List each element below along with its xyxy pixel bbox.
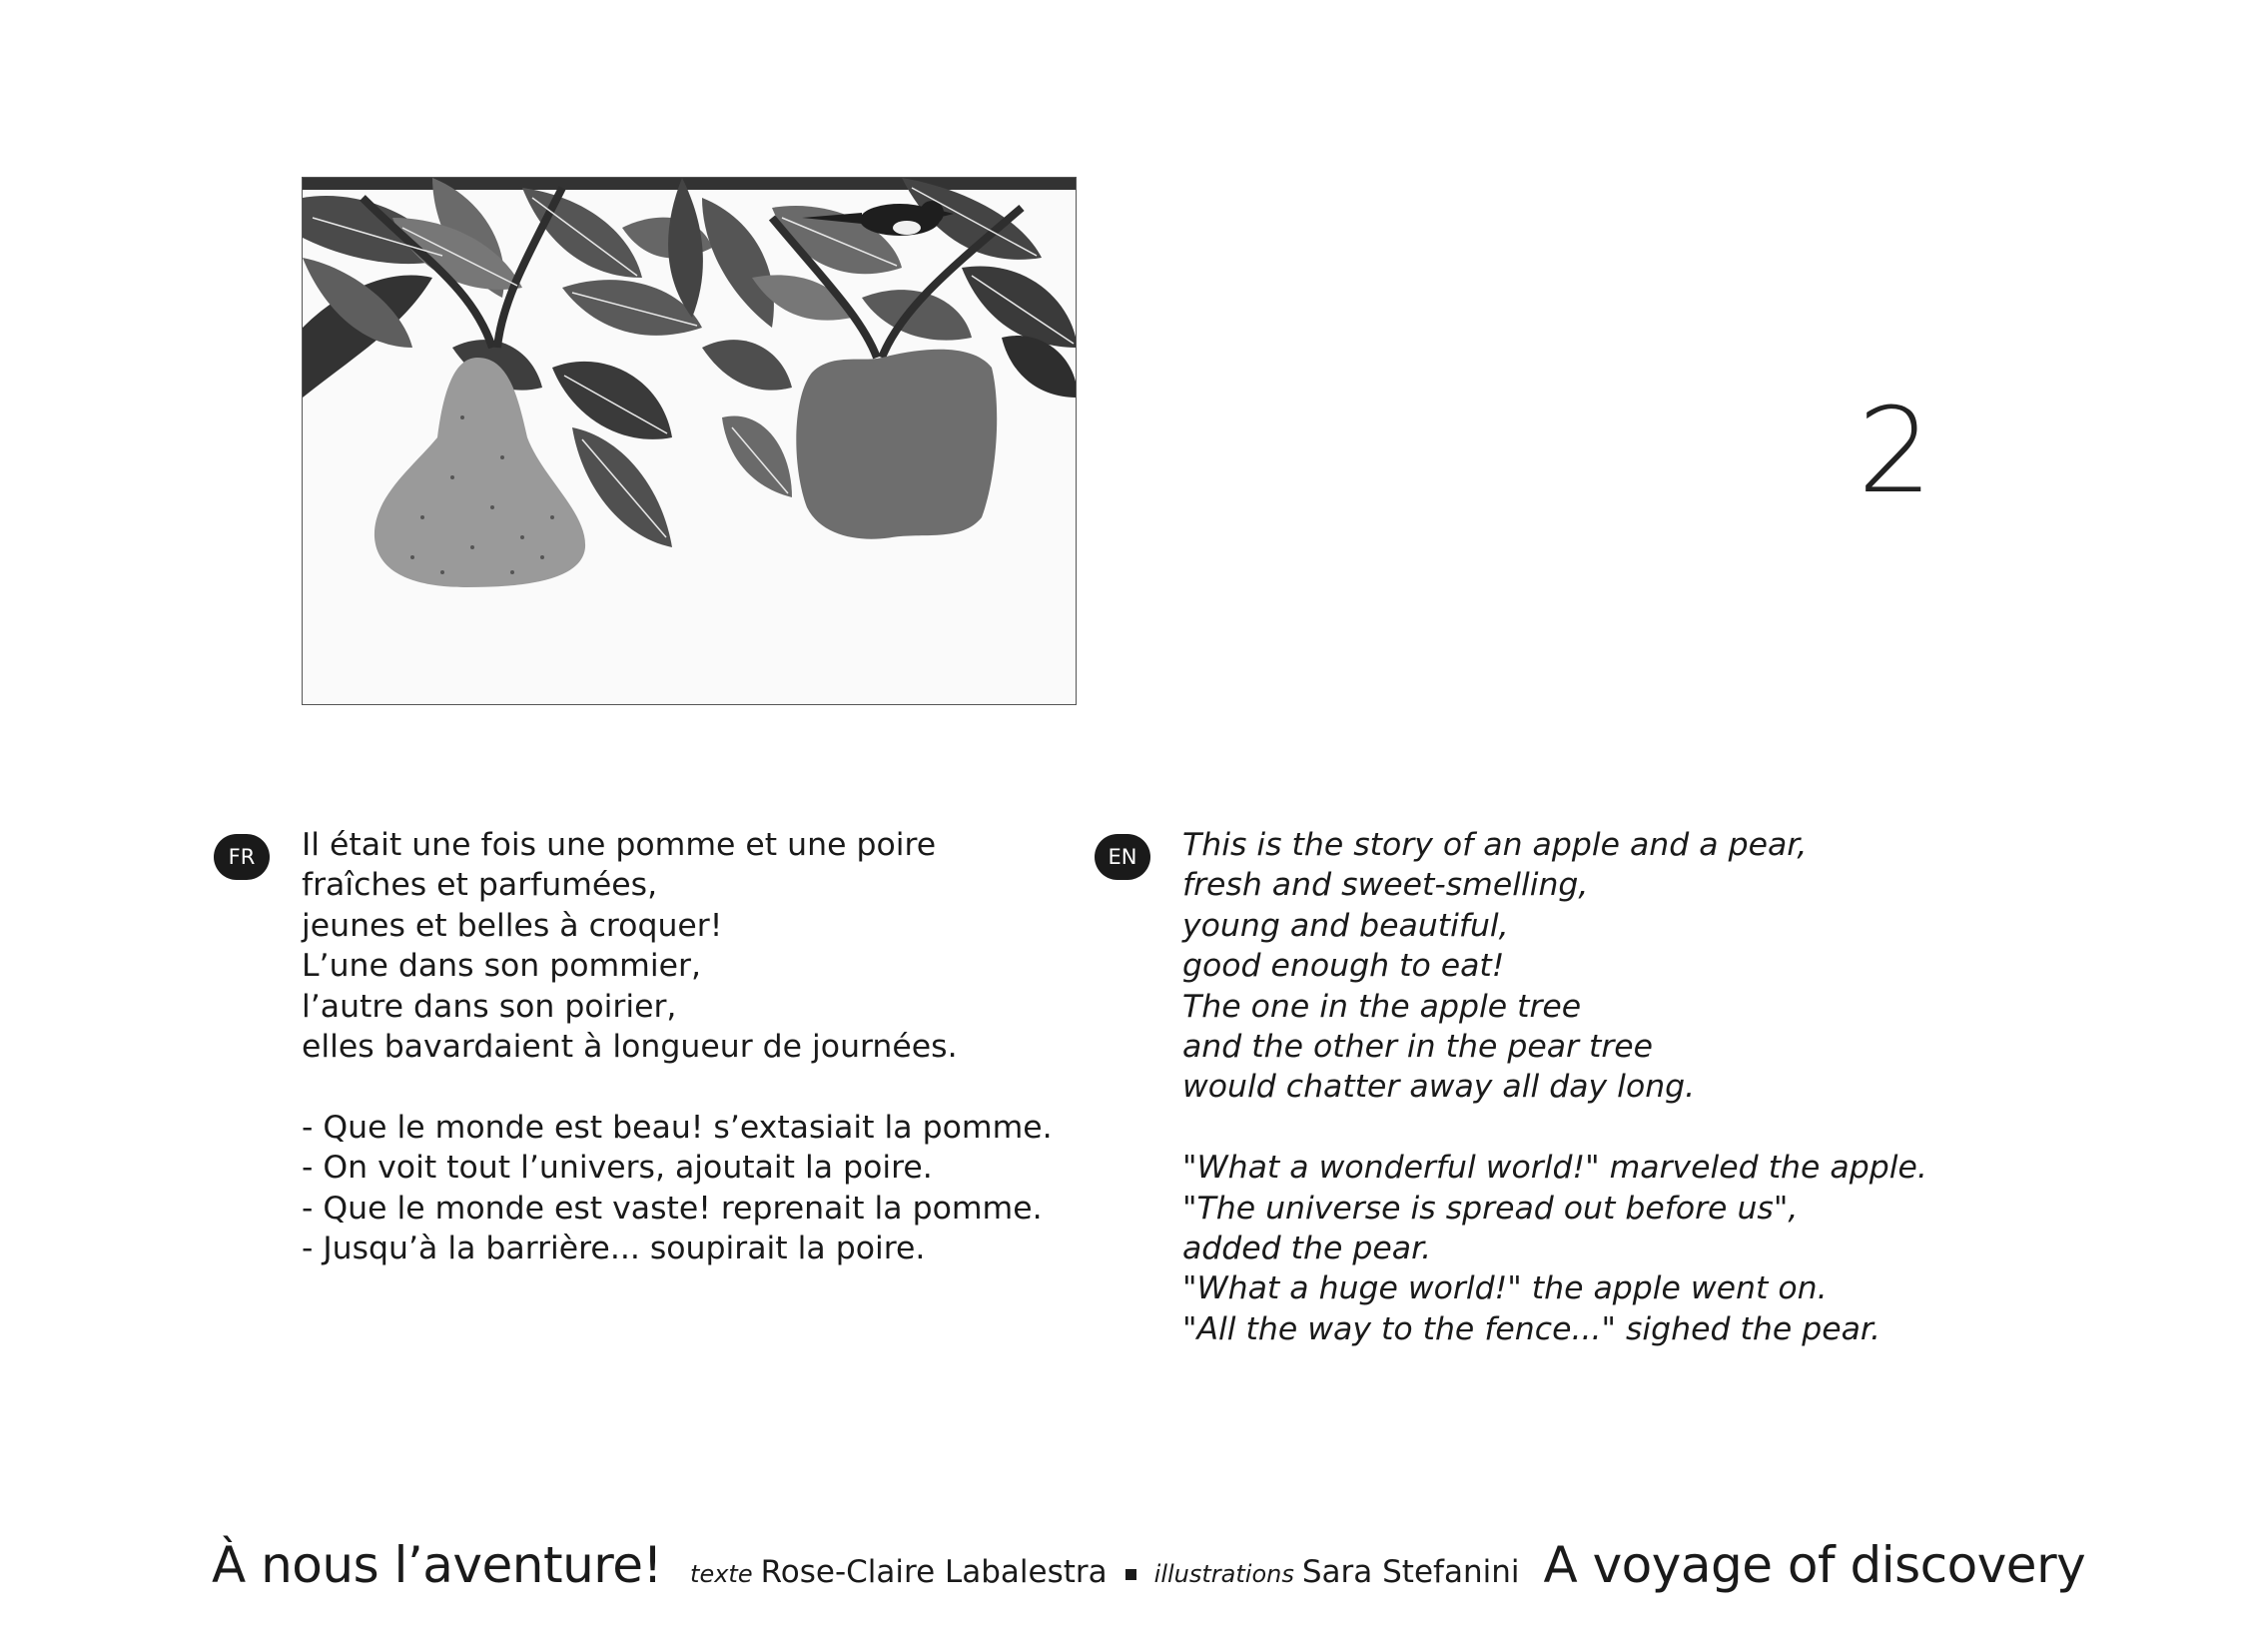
french-line: elles bavardaient à longueur de journées. [302, 1028, 958, 1065]
illustrator-name: Sara Stefanini [1301, 1554, 1520, 1590]
english-line: "All the way to the fence..." sighed the pear. [1182, 1310, 1880, 1347]
english-line: added the pear. [1182, 1230, 1432, 1266]
french-line: Il était une fois une pomme et une poire [302, 827, 937, 863]
french-line: - Jusqu’à la barrière... soupirait la poire. [302, 1230, 926, 1266]
book-title-en: A voyage of discovery [1543, 1536, 2086, 1594]
english-line: and the other in the pear tree [1182, 1028, 1654, 1065]
english-line: "The universe is spread out before us", [1182, 1190, 1799, 1227]
french-line: - Que le monde est vaste! reprenait la pomme. [302, 1190, 1043, 1227]
french-line: - Que le monde est beau! s’extasiait la pomme. [302, 1109, 1053, 1146]
language-badge-fr: FR [214, 834, 270, 880]
page-number: 2 [1858, 382, 1933, 519]
english-line: "What a huge world!" the apple went on. [1182, 1270, 1828, 1307]
language-badge-en: EN [1095, 834, 1150, 880]
french-line [302, 1067, 1053, 1107]
illustrations-label: illustrations [1153, 1560, 1294, 1588]
footer [212, 1536, 2109, 1606]
text-label: texte [690, 1560, 753, 1588]
english-line: The one in the apple tree [1182, 988, 1582, 1025]
separator-square [1125, 1569, 1136, 1580]
french-line: fraîches et parfumées, [302, 867, 658, 904]
apple-pear-tree-illustration [303, 178, 1077, 705]
english-line: fresh and sweet-smelling, [1182, 867, 1589, 904]
book-title-fr: À nous l’aventure! [212, 1536, 663, 1594]
french-line: L’une dans son pommier, [302, 948, 701, 985]
english-text [1182, 825, 1927, 1349]
english-line: "What a wonderful world!" marveled the apple. [1182, 1150, 1927, 1187]
french-line: jeunes et belles à croquer! [302, 907, 723, 944]
french-line: l’autre dans son poirier, [302, 988, 677, 1025]
illustration-frame [302, 177, 1077, 705]
english-line: would chatter away all day long. [1182, 1069, 1696, 1106]
english-line [1182, 1108, 1927, 1148]
english-line: young and beautiful, [1182, 907, 1509, 944]
author-name: Rose-Claire Labalestra [760, 1554, 1108, 1590]
english-line: This is the story of an apple and a pear, [1182, 827, 1808, 863]
french-text [302, 825, 1053, 1268]
french-line: - On voit tout l’univers, ajoutait la poire. [302, 1150, 933, 1187]
english-line: good enough to eat! [1182, 948, 1505, 985]
